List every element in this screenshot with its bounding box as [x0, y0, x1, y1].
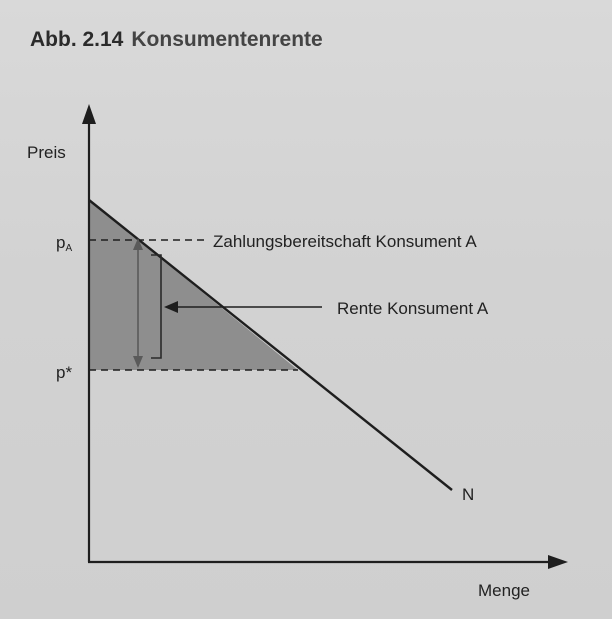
x-axis-label: Menge	[478, 581, 530, 600]
p-a-main: p	[56, 233, 66, 252]
p-star-label: p*	[56, 363, 73, 382]
consumer-a-surplus-label: Rente Konsument A	[337, 299, 489, 318]
figure-title: Konsumentenrente	[131, 28, 323, 51]
p-a-subscript: A	[65, 243, 73, 254]
x-axis-arrow	[548, 555, 568, 569]
y-axis-label: Preis	[27, 143, 66, 162]
willingness-to-pay-label: Zahlungsbereitschaft Konsument A	[213, 232, 477, 251]
demand-curve-label: N	[462, 485, 475, 504]
p-a-label	[56, 233, 72, 254]
figure-number: Abb. 2.14	[30, 28, 124, 51]
y-axis-arrow	[82, 104, 96, 124]
